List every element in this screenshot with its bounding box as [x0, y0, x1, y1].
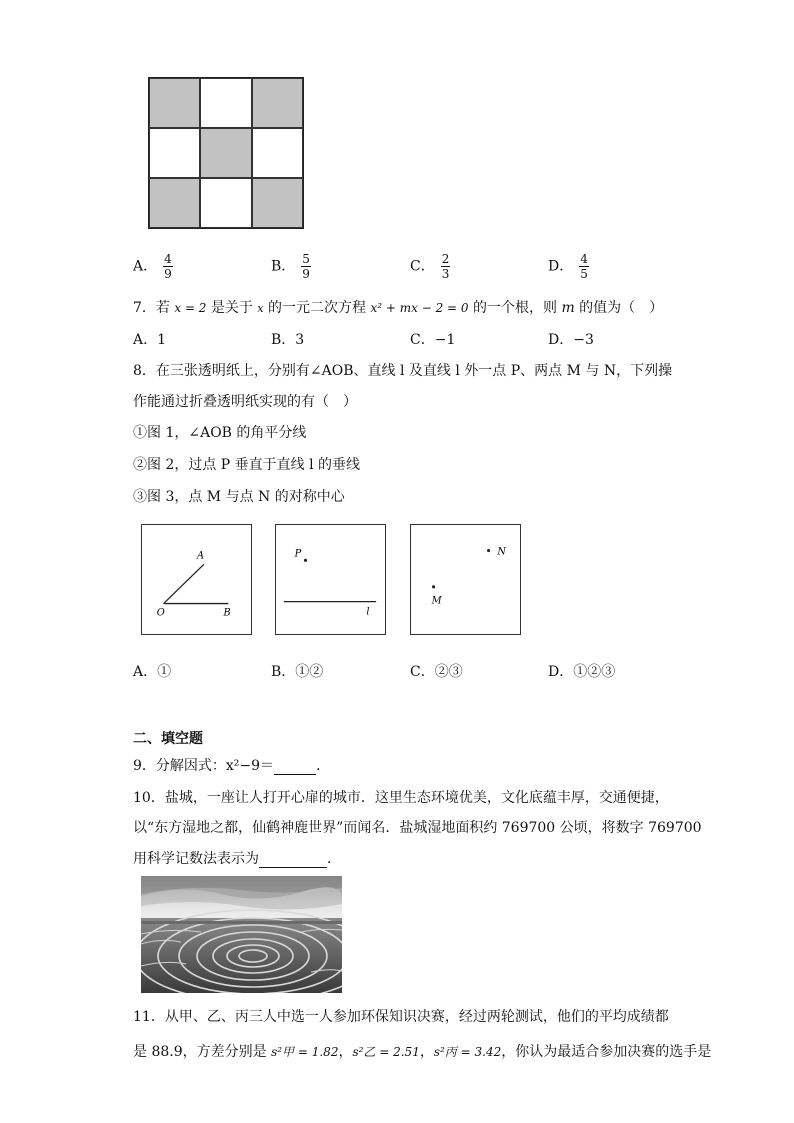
q7-option-d[interactable]: D．−3 — [548, 332, 594, 348]
numerator: 2 — [441, 252, 450, 266]
q7-text: 的一元二次方程 — [263, 300, 371, 316]
q10-stem-line3 — [133, 848, 341, 868]
option-label: C． — [410, 258, 435, 275]
q11-text: ，你认为最适合参加决赛的选手是 — [501, 1044, 712, 1060]
numerator: 4 — [164, 252, 172, 266]
variance-jia: s²甲 = 1.82 — [271, 1045, 339, 1059]
q6-option-d[interactable] — [548, 252, 589, 281]
section-heading: 二、填空题 — [133, 731, 203, 747]
grid-cell — [149, 178, 200, 228]
separator: ， — [419, 1044, 434, 1060]
q8-option-c[interactable]: C．②③ — [410, 664, 463, 680]
option-label: D． — [548, 258, 574, 275]
variance-yi: s²乙 = 2.51 — [352, 1045, 420, 1059]
grid-cell — [149, 78, 200, 128]
q10-stem-line2: 以“东方湿地之都，仙鹤神鹿世界”而闻名．盐城湿地面积约 769700 公顷，将数字 769700 — [133, 820, 702, 836]
points-mn-diagram — [411, 525, 520, 634]
q8-option-a[interactable]: A．① — [133, 664, 172, 680]
grid-cell — [252, 78, 303, 128]
grid-cell — [200, 78, 251, 128]
point-m — [432, 585, 435, 588]
q6-option-b[interactable] — [271, 252, 311, 281]
q8-item-2: ②图 2，过点 P 垂直于直线 l 的垂线 — [133, 457, 361, 473]
point-label-a: A — [196, 550, 205, 562]
q8-option-d[interactable]: D．①②③ — [548, 664, 616, 680]
q9-answer-blank[interactable] — [274, 758, 316, 775]
option-label: B． — [271, 258, 296, 275]
q7-option-a[interactable]: A．1 — [133, 332, 167, 348]
fraction — [441, 252, 451, 281]
numerator: 5 — [302, 252, 310, 266]
q8-option-b[interactable]: B．①② — [271, 664, 324, 680]
grid-cell — [200, 128, 251, 178]
q9-text: 9．分解因式：x²−9＝ — [133, 758, 275, 774]
q8-item-1: ①图 1，∠AOB 的角平分线 — [133, 425, 307, 441]
q9-stem — [133, 755, 330, 775]
q11-stem-line2 — [133, 1041, 711, 1061]
point-n — [487, 549, 490, 552]
q10-end: ． — [327, 851, 341, 867]
q7-variable: x — [257, 302, 264, 315]
point-line-diagram — [276, 525, 385, 634]
grid-cell — [252, 128, 303, 178]
grid-cell — [149, 128, 200, 178]
variance-bing: s²丙 = 3.42 — [433, 1045, 502, 1059]
q7-equation: x² + mx − 2 = 0 — [370, 301, 469, 315]
point-label-m: M — [431, 595, 442, 607]
q7-variable: m — [561, 300, 575, 316]
point-p — [304, 559, 307, 562]
fraction — [301, 252, 311, 281]
numerator: 4 — [580, 252, 588, 266]
fraction — [579, 252, 589, 281]
q8-stem-line1: 8．在三张透明纸上，分别有∠AOB、直线 l 及直线 l 外一点 P、两点 M 与 N，下列操 — [133, 363, 673, 379]
q7-stem — [133, 297, 663, 317]
fraction — [163, 252, 173, 281]
point-label-p: P — [294, 548, 302, 560]
wetland-maze-image — [141, 876, 342, 993]
q10-answer-blank[interactable] — [259, 851, 327, 868]
q7-text: 的一个根，则 — [468, 300, 562, 316]
denominator: 3 — [441, 267, 450, 281]
option-label: A． — [133, 258, 158, 275]
q7-text: 7．若 — [133, 300, 175, 316]
angle-aob-diagram — [142, 525, 251, 634]
q6-option-a[interactable] — [133, 252, 173, 281]
q10-stem-line1: 10．盐城，一座让人打开心扉的城市．这里生态环境优美，文化底蕴丰厚，交通便捷， — [133, 790, 669, 806]
wetland-photo — [141, 876, 342, 993]
probability-grid-figure — [148, 77, 304, 229]
q7-option-c[interactable]: C．−1 — [410, 332, 456, 348]
q8-stem-line2: 作能通过折叠透明纸实现的有（ ） — [133, 394, 357, 410]
figure-1-angle — [141, 524, 252, 635]
q7-text: 是关于 — [206, 300, 258, 316]
q10-text: 用科学记数法表示为 — [133, 851, 259, 867]
point-label-n: N — [497, 546, 506, 558]
q7-condition: x = 2 — [174, 301, 207, 315]
point-label-b: B — [223, 607, 231, 619]
grid-cell — [252, 178, 303, 228]
q6-option-c[interactable] — [410, 252, 450, 281]
q8-item-3: ③图 3，点 M 与点 N 的对称中心 — [133, 489, 345, 505]
q11-stem-line1: 11．从甲、乙、丙三人中选一人参加环保知识决赛，经过两轮测试，他们的平均成绩都 — [133, 1009, 669, 1025]
figure-3-points — [410, 524, 521, 635]
separator: ， — [338, 1044, 353, 1060]
line-label-l: l — [366, 606, 370, 618]
q7-text: 的值为（ ） — [574, 300, 664, 316]
figure-2-line — [275, 524, 386, 635]
q9-end: ． — [316, 758, 331, 774]
denominator: 5 — [580, 267, 588, 281]
grid-cell — [200, 178, 251, 228]
denominator: 9 — [164, 267, 172, 281]
q7-option-b[interactable]: B．3 — [271, 332, 305, 348]
point-label-o: O — [156, 607, 165, 619]
denominator: 9 — [302, 267, 310, 281]
q11-text: 是 88.9，方差分别是 — [133, 1044, 272, 1060]
